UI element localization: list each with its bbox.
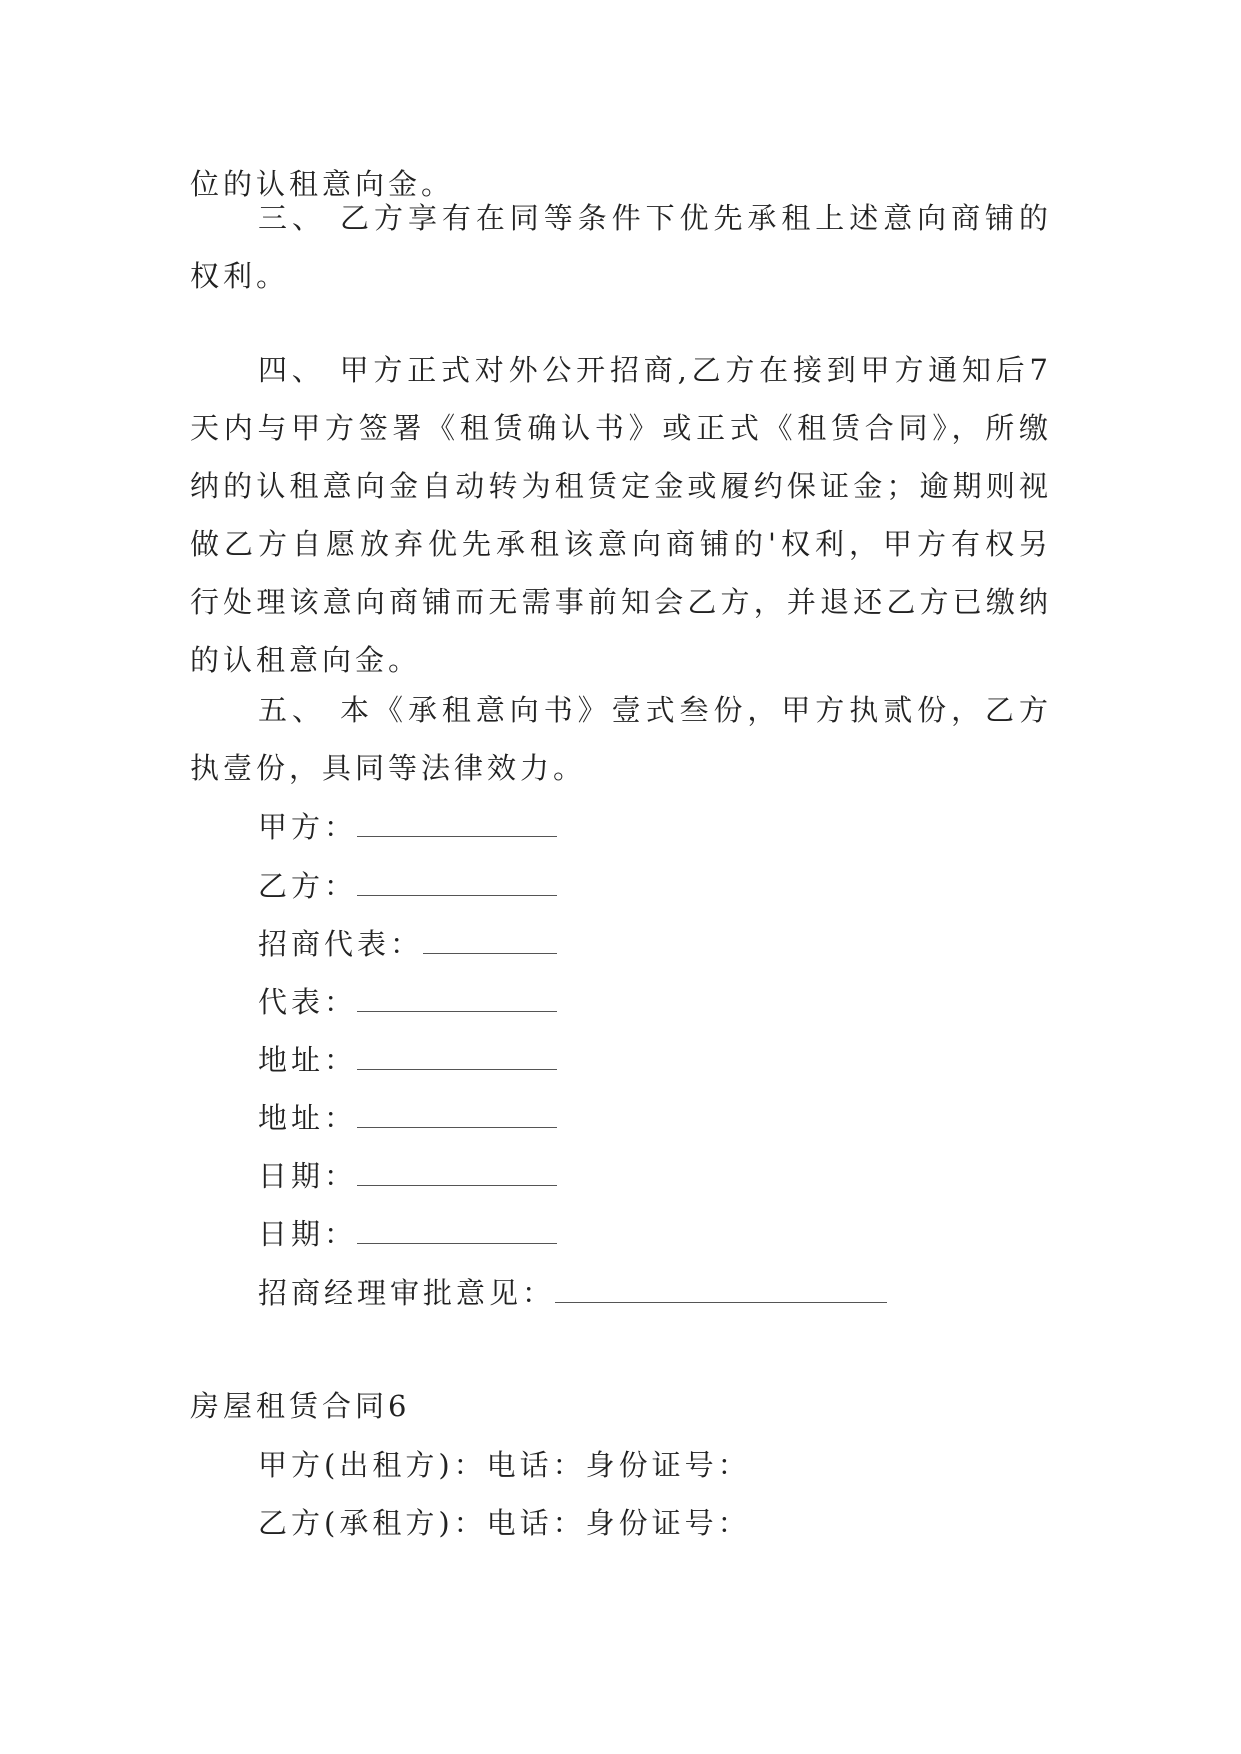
- signature-field-address-a: [258, 1041, 557, 1078]
- field-label: 代表：: [258, 985, 358, 1019]
- signature-field-leasing-rep: [258, 925, 557, 962]
- blank-line: [423, 925, 557, 954]
- field-label: 招商经理审批意见：: [258, 1276, 556, 1310]
- field-label: 日期：: [258, 1217, 358, 1251]
- signature-field-party-a: [258, 808, 557, 845]
- field-label: 甲方：: [258, 810, 358, 844]
- field-label: 乙方：: [258, 869, 358, 903]
- blank-line: [357, 1215, 557, 1244]
- blank-line: [357, 1041, 557, 1070]
- signature-field-address-b: [258, 1099, 557, 1136]
- field-label: 招商代表：: [258, 927, 424, 961]
- party-b-line: 乙方(承租方)：电话：身份证号：: [258, 1506, 751, 1540]
- clause-3: 三、 乙方享有在同等条件下优先承租上述意向商铺的权利。: [190, 201, 1052, 293]
- blank-line: [357, 983, 557, 1012]
- signature-field-representative: [258, 983, 557, 1020]
- signature-field-date-b: [258, 1215, 557, 1252]
- blank-line: [357, 1099, 557, 1128]
- clause-5: 五、 本《承租意向书》壹式叁份，甲方执贰份，乙方执壹份，具同等法律效力。: [190, 693, 1052, 785]
- signature-field-manager-approval: [258, 1274, 887, 1311]
- blank-line: [357, 808, 557, 837]
- field-label: 日期：: [258, 1159, 358, 1193]
- blank-line: [357, 867, 557, 896]
- blank-line: [357, 1157, 557, 1186]
- field-label: 地址：: [258, 1043, 358, 1077]
- clause-4: 四、 甲方正式对外公开招商,乙方在接到甲方通知后7天内与甲方签署《租赁确认书》或正式《租赁合同》，所缴纳的认租意向金自动转为租赁定金或履约保证金；逾期则视做乙方自愿放弃优先承租该意向商铺的'权利，甲方有权另行处理该意向商铺而无需事前知会乙方，并退还乙方已缴纳的认租意向金。: [190, 353, 1052, 677]
- blank-line: [555, 1274, 887, 1303]
- intro-continuation: 位的认租意向金。: [190, 167, 455, 201]
- section-title: 房屋租赁合同6: [190, 1389, 411, 1423]
- field-label: 地址：: [258, 1101, 358, 1135]
- signature-field-date-a: [258, 1157, 557, 1194]
- signature-field-party-b: [258, 867, 557, 904]
- party-a-line: 甲方(出租方)：电话：身份证号：: [258, 1448, 751, 1482]
